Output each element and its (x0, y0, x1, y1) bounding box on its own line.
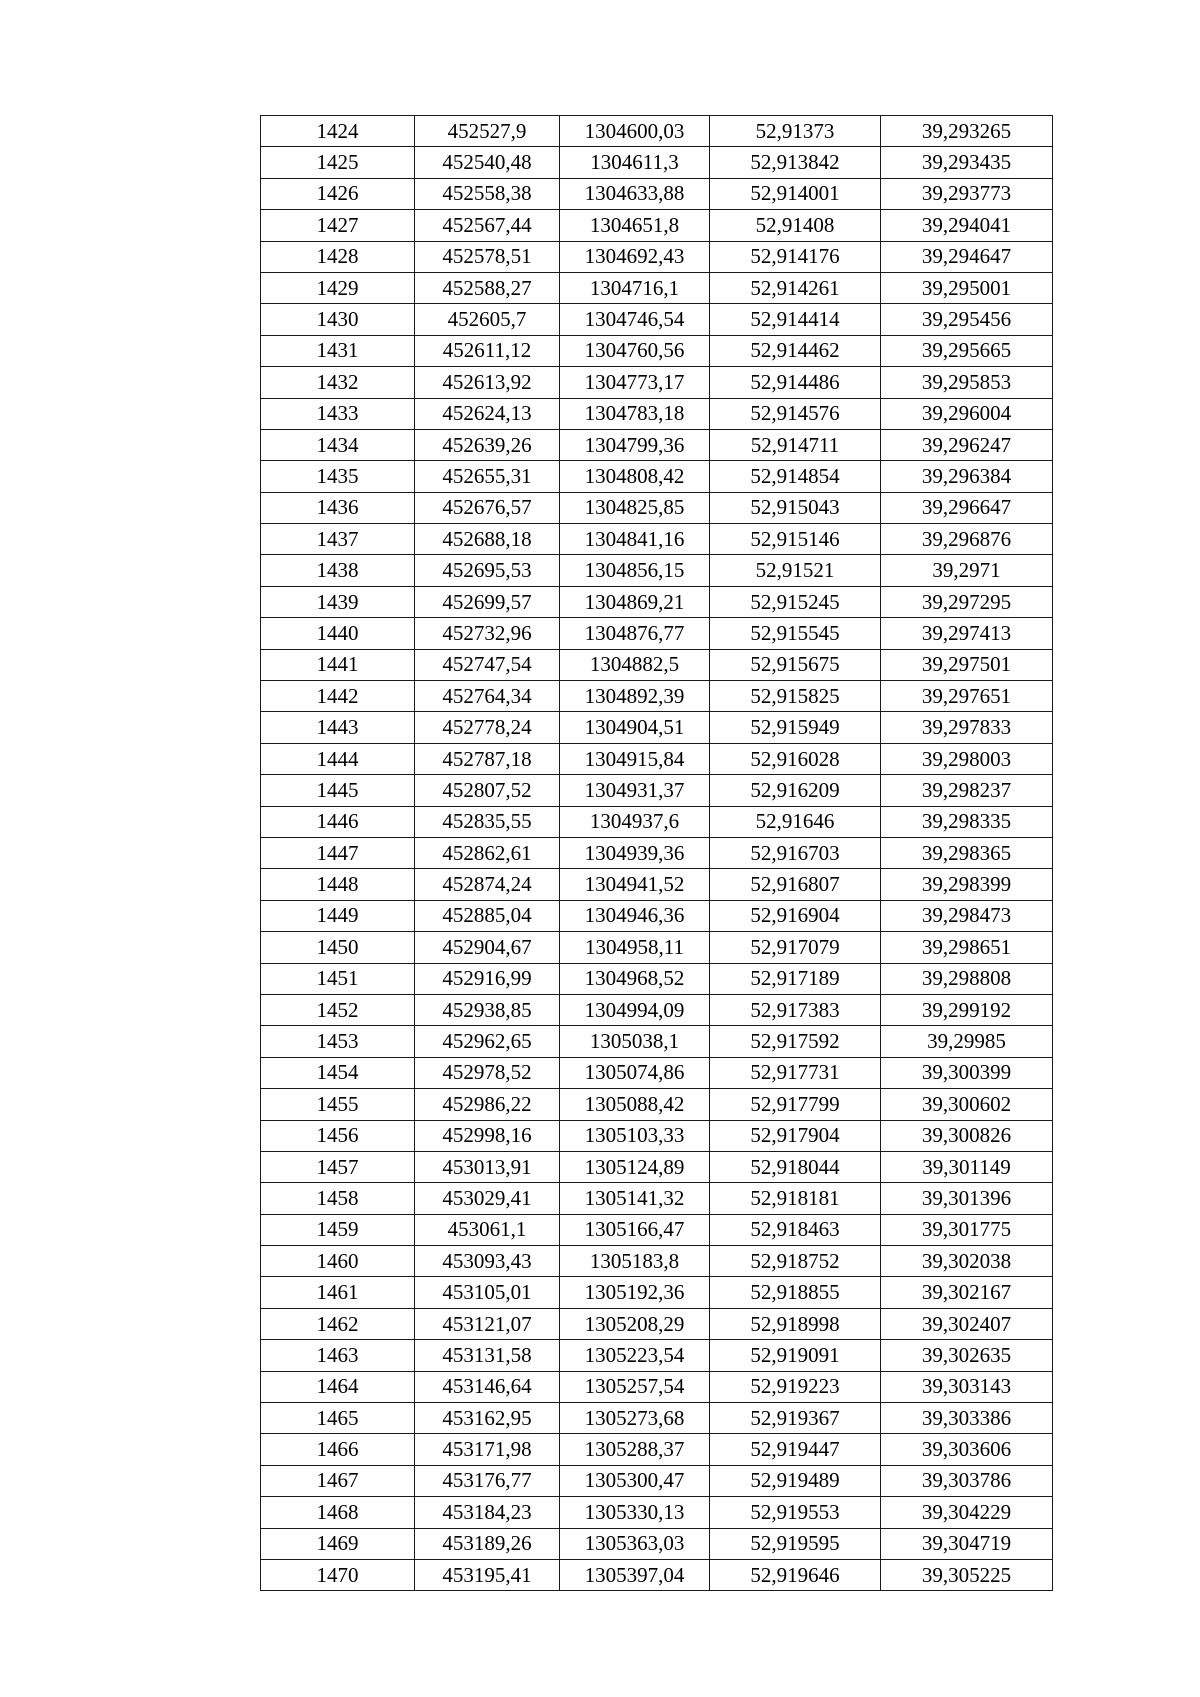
y-coordinate-cell: 1304856,15 (560, 555, 710, 586)
x-coordinate-cell: 453029,41 (415, 1183, 560, 1214)
longitude-cell: 39,294647 (881, 241, 1053, 272)
y-coordinate-cell: 1305300,47 (560, 1465, 710, 1496)
y-coordinate-cell: 1304958,11 (560, 932, 710, 963)
latitude-cell: 52,918181 (710, 1183, 881, 1214)
y-coordinate-cell: 1304746,54 (560, 304, 710, 335)
point-number-cell: 1443 (261, 712, 415, 743)
table-row (261, 837, 1053, 868)
y-coordinate-cell: 1304876,77 (560, 618, 710, 649)
y-coordinate-cell: 1305192,36 (560, 1277, 710, 1308)
longitude-cell: 39,304719 (881, 1528, 1053, 1559)
longitude-cell: 39,300602 (881, 1089, 1053, 1120)
latitude-cell: 52,918998 (710, 1308, 881, 1339)
latitude-cell: 52,914261 (710, 272, 881, 303)
point-number-cell: 1445 (261, 775, 415, 806)
longitude-cell: 39,29985 (881, 1026, 1053, 1057)
longitude-cell: 39,304229 (881, 1497, 1053, 1528)
latitude-cell: 52,917904 (710, 1120, 881, 1151)
longitude-cell: 39,296004 (881, 398, 1053, 429)
x-coordinate-cell: 452639,26 (415, 429, 560, 460)
longitude-cell: 39,301396 (881, 1183, 1053, 1214)
longitude-cell: 39,298651 (881, 932, 1053, 963)
y-coordinate-cell: 1305074,86 (560, 1057, 710, 1088)
y-coordinate-cell: 1305257,54 (560, 1371, 710, 1402)
latitude-cell: 52,918463 (710, 1214, 881, 1245)
latitude-cell: 52,91646 (710, 806, 881, 837)
x-coordinate-cell: 453121,07 (415, 1308, 560, 1339)
x-coordinate-cell: 452527,9 (415, 116, 560, 147)
y-coordinate-cell: 1304716,1 (560, 272, 710, 303)
longitude-cell: 39,298365 (881, 837, 1053, 868)
point-number-cell: 1426 (261, 178, 415, 209)
y-coordinate-cell: 1304808,42 (560, 461, 710, 492)
x-coordinate-cell: 452778,24 (415, 712, 560, 743)
latitude-cell: 52,914176 (710, 241, 881, 272)
point-number-cell: 1466 (261, 1434, 415, 1465)
y-coordinate-cell: 1304941,52 (560, 869, 710, 900)
y-coordinate-cell: 1304904,51 (560, 712, 710, 743)
point-number-cell: 1431 (261, 335, 415, 366)
table-row (261, 994, 1053, 1025)
longitude-cell: 39,303786 (881, 1465, 1053, 1496)
latitude-cell: 52,916209 (710, 775, 881, 806)
table-row (261, 869, 1053, 900)
table-row (261, 210, 1053, 241)
table-row (261, 1120, 1053, 1151)
y-coordinate-cell: 1304825,85 (560, 492, 710, 523)
x-coordinate-cell: 452588,27 (415, 272, 560, 303)
table-row (261, 618, 1053, 649)
latitude-cell: 52,917592 (710, 1026, 881, 1057)
latitude-cell: 52,915043 (710, 492, 881, 523)
x-coordinate-cell: 452835,55 (415, 806, 560, 837)
y-coordinate-cell: 1304939,36 (560, 837, 710, 868)
longitude-cell: 39,298335 (881, 806, 1053, 837)
x-coordinate-cell: 452611,12 (415, 335, 560, 366)
y-coordinate-cell: 1305103,33 (560, 1120, 710, 1151)
table-row (261, 1528, 1053, 1559)
latitude-cell: 52,91521 (710, 555, 881, 586)
point-number-cell: 1441 (261, 649, 415, 680)
point-number-cell: 1447 (261, 837, 415, 868)
x-coordinate-cell: 452699,57 (415, 586, 560, 617)
point-number-cell: 1444 (261, 743, 415, 774)
longitude-cell: 39,301149 (881, 1151, 1053, 1182)
point-number-cell: 1450 (261, 932, 415, 963)
table-row (261, 1026, 1053, 1057)
x-coordinate-cell: 452787,18 (415, 743, 560, 774)
point-number-cell: 1464 (261, 1371, 415, 1402)
point-number-cell: 1437 (261, 524, 415, 555)
point-number-cell: 1425 (261, 147, 415, 178)
latitude-cell: 52,918752 (710, 1246, 881, 1277)
longitude-cell: 39,302167 (881, 1277, 1053, 1308)
table-row (261, 1434, 1053, 1465)
point-number-cell: 1454 (261, 1057, 415, 1088)
latitude-cell: 52,91373 (710, 116, 881, 147)
longitude-cell: 39,297295 (881, 586, 1053, 617)
point-number-cell: 1439 (261, 586, 415, 617)
table-row (261, 304, 1053, 335)
latitude-cell: 52,917383 (710, 994, 881, 1025)
y-coordinate-cell: 1304633,88 (560, 178, 710, 209)
longitude-cell: 39,297651 (881, 681, 1053, 712)
latitude-cell: 52,914486 (710, 367, 881, 398)
longitude-cell: 39,295456 (881, 304, 1053, 335)
table-row (261, 1151, 1053, 1182)
y-coordinate-cell: 1304915,84 (560, 743, 710, 774)
y-coordinate-cell: 1305273,68 (560, 1403, 710, 1434)
longitude-cell: 39,302038 (881, 1246, 1053, 1277)
table-row (261, 775, 1053, 806)
point-number-cell: 1429 (261, 272, 415, 303)
point-number-cell: 1449 (261, 900, 415, 931)
latitude-cell: 52,915146 (710, 524, 881, 555)
x-coordinate-cell: 453162,95 (415, 1403, 560, 1434)
y-coordinate-cell: 1304611,3 (560, 147, 710, 178)
table-row (261, 712, 1053, 743)
point-number-cell: 1448 (261, 869, 415, 900)
x-coordinate-cell: 452655,31 (415, 461, 560, 492)
latitude-cell: 52,914711 (710, 429, 881, 460)
table-row (261, 272, 1053, 303)
longitude-cell: 39,297413 (881, 618, 1053, 649)
table-row (261, 1340, 1053, 1371)
latitude-cell: 52,916904 (710, 900, 881, 931)
point-number-cell: 1460 (261, 1246, 415, 1277)
y-coordinate-cell: 1304946,36 (560, 900, 710, 931)
longitude-cell: 39,297833 (881, 712, 1053, 743)
y-coordinate-cell: 1305208,29 (560, 1308, 710, 1339)
y-coordinate-cell: 1304692,43 (560, 241, 710, 272)
coordinates-table-body (261, 116, 1053, 1591)
x-coordinate-cell: 452998,16 (415, 1120, 560, 1151)
table-row (261, 1559, 1053, 1590)
latitude-cell: 52,916807 (710, 869, 881, 900)
latitude-cell: 52,917799 (710, 1089, 881, 1120)
latitude-cell: 52,918044 (710, 1151, 881, 1182)
longitude-cell: 39,299192 (881, 994, 1053, 1025)
point-number-cell: 1427 (261, 210, 415, 241)
point-number-cell: 1433 (261, 398, 415, 429)
point-number-cell: 1424 (261, 116, 415, 147)
longitude-cell: 39,296384 (881, 461, 1053, 492)
point-number-cell: 1461 (261, 1277, 415, 1308)
point-number-cell: 1456 (261, 1120, 415, 1151)
x-coordinate-cell: 452916,99 (415, 963, 560, 994)
y-coordinate-cell: 1304931,37 (560, 775, 710, 806)
y-coordinate-cell: 1304600,03 (560, 116, 710, 147)
point-number-cell: 1462 (261, 1308, 415, 1339)
table-row (261, 1089, 1053, 1120)
point-number-cell: 1436 (261, 492, 415, 523)
longitude-cell: 39,295853 (881, 367, 1053, 398)
table-row (261, 681, 1053, 712)
y-coordinate-cell: 1305124,89 (560, 1151, 710, 1182)
longitude-cell: 39,298399 (881, 869, 1053, 900)
longitude-cell: 39,303143 (881, 1371, 1053, 1402)
longitude-cell: 39,294041 (881, 210, 1053, 241)
y-coordinate-cell: 1305183,8 (560, 1246, 710, 1277)
latitude-cell: 52,916028 (710, 743, 881, 774)
table-row (261, 555, 1053, 586)
latitude-cell: 52,915245 (710, 586, 881, 617)
y-coordinate-cell: 1304892,39 (560, 681, 710, 712)
table-row (261, 900, 1053, 931)
y-coordinate-cell: 1305166,47 (560, 1214, 710, 1245)
x-coordinate-cell: 452605,7 (415, 304, 560, 335)
table-row (261, 335, 1053, 366)
x-coordinate-cell: 453171,98 (415, 1434, 560, 1465)
x-coordinate-cell: 452885,04 (415, 900, 560, 931)
latitude-cell: 52,913842 (710, 147, 881, 178)
latitude-cell: 52,919553 (710, 1497, 881, 1528)
point-number-cell: 1465 (261, 1403, 415, 1434)
point-number-cell: 1438 (261, 555, 415, 586)
table-row (261, 1497, 1053, 1528)
longitude-cell: 39,300399 (881, 1057, 1053, 1088)
x-coordinate-cell: 452764,34 (415, 681, 560, 712)
longitude-cell: 39,296876 (881, 524, 1053, 555)
point-number-cell: 1457 (261, 1151, 415, 1182)
x-coordinate-cell: 453013,91 (415, 1151, 560, 1182)
longitude-cell: 39,300826 (881, 1120, 1053, 1151)
point-number-cell: 1446 (261, 806, 415, 837)
x-coordinate-cell: 452807,52 (415, 775, 560, 806)
y-coordinate-cell: 1304760,56 (560, 335, 710, 366)
longitude-cell: 39,301775 (881, 1214, 1053, 1245)
point-number-cell: 1470 (261, 1559, 415, 1590)
y-coordinate-cell: 1305397,04 (560, 1559, 710, 1590)
x-coordinate-cell: 452695,53 (415, 555, 560, 586)
latitude-cell: 52,919447 (710, 1434, 881, 1465)
x-coordinate-cell: 453195,41 (415, 1559, 560, 1590)
x-coordinate-cell: 452578,51 (415, 241, 560, 272)
x-coordinate-cell: 453184,23 (415, 1497, 560, 1528)
longitude-cell: 39,295001 (881, 272, 1053, 303)
latitude-cell: 52,917189 (710, 963, 881, 994)
longitude-cell: 39,303606 (881, 1434, 1053, 1465)
latitude-cell: 52,919223 (710, 1371, 881, 1402)
x-coordinate-cell: 453093,43 (415, 1246, 560, 1277)
point-number-cell: 1435 (261, 461, 415, 492)
longitude-cell: 39,302635 (881, 1340, 1053, 1371)
x-coordinate-cell: 452986,22 (415, 1089, 560, 1120)
longitude-cell: 39,302407 (881, 1308, 1053, 1339)
longitude-cell: 39,298237 (881, 775, 1053, 806)
y-coordinate-cell: 1304968,52 (560, 963, 710, 994)
longitude-cell: 39,295665 (881, 335, 1053, 366)
point-number-cell: 1463 (261, 1340, 415, 1371)
longitude-cell: 39,293265 (881, 116, 1053, 147)
x-coordinate-cell: 453061,1 (415, 1214, 560, 1245)
point-number-cell: 1428 (261, 241, 415, 272)
latitude-cell: 52,91408 (710, 210, 881, 241)
y-coordinate-cell: 1304994,09 (560, 994, 710, 1025)
table-row (261, 1183, 1053, 1214)
latitude-cell: 52,914576 (710, 398, 881, 429)
longitude-cell: 39,305225 (881, 1559, 1053, 1590)
table-row (261, 586, 1053, 617)
table-row (261, 1403, 1053, 1434)
latitude-cell: 52,914414 (710, 304, 881, 335)
y-coordinate-cell: 1305223,54 (560, 1340, 710, 1371)
point-number-cell: 1458 (261, 1183, 415, 1214)
longitude-cell: 39,298003 (881, 743, 1053, 774)
longitude-cell: 39,293435 (881, 147, 1053, 178)
x-coordinate-cell: 453131,58 (415, 1340, 560, 1371)
latitude-cell: 52,917079 (710, 932, 881, 963)
latitude-cell: 52,915545 (710, 618, 881, 649)
x-coordinate-cell: 452978,52 (415, 1057, 560, 1088)
point-number-cell: 1440 (261, 618, 415, 649)
y-coordinate-cell: 1305141,32 (560, 1183, 710, 1214)
point-number-cell: 1469 (261, 1528, 415, 1559)
latitude-cell: 52,917731 (710, 1057, 881, 1088)
latitude-cell: 52,914462 (710, 335, 881, 366)
table-row (261, 932, 1053, 963)
x-coordinate-cell: 452904,67 (415, 932, 560, 963)
x-coordinate-cell: 452862,61 (415, 837, 560, 868)
longitude-cell: 39,297501 (881, 649, 1053, 680)
y-coordinate-cell: 1304783,18 (560, 398, 710, 429)
x-coordinate-cell: 452676,57 (415, 492, 560, 523)
point-number-cell: 1452 (261, 994, 415, 1025)
longitude-cell: 39,298808 (881, 963, 1053, 994)
table-row (261, 398, 1053, 429)
x-coordinate-cell: 452567,44 (415, 210, 560, 241)
latitude-cell: 52,919489 (710, 1465, 881, 1496)
coordinates-table (260, 115, 1053, 1591)
point-number-cell: 1468 (261, 1497, 415, 1528)
longitude-cell: 39,296247 (881, 429, 1053, 460)
table-row (261, 492, 1053, 523)
latitude-cell: 52,919646 (710, 1559, 881, 1590)
y-coordinate-cell: 1304882,5 (560, 649, 710, 680)
y-coordinate-cell: 1305038,1 (560, 1026, 710, 1057)
table-row (261, 1214, 1053, 1245)
point-number-cell: 1451 (261, 963, 415, 994)
table-row (261, 963, 1053, 994)
latitude-cell: 52,915825 (710, 681, 881, 712)
table-row (261, 649, 1053, 680)
y-coordinate-cell: 1304937,6 (560, 806, 710, 837)
longitude-cell: 39,2971 (881, 555, 1053, 586)
latitude-cell: 52,915675 (710, 649, 881, 680)
table-row (261, 1371, 1053, 1402)
y-coordinate-cell: 1304799,36 (560, 429, 710, 460)
table-row (261, 1277, 1053, 1308)
table-row (261, 367, 1053, 398)
x-coordinate-cell: 452874,24 (415, 869, 560, 900)
y-coordinate-cell: 1305363,03 (560, 1528, 710, 1559)
point-number-cell: 1453 (261, 1026, 415, 1057)
longitude-cell: 39,303386 (881, 1403, 1053, 1434)
table-row (261, 1308, 1053, 1339)
y-coordinate-cell: 1304773,17 (560, 367, 710, 398)
x-coordinate-cell: 452613,92 (415, 367, 560, 398)
point-number-cell: 1455 (261, 1089, 415, 1120)
x-coordinate-cell: 452624,13 (415, 398, 560, 429)
x-coordinate-cell: 452732,96 (415, 618, 560, 649)
x-coordinate-cell: 453146,64 (415, 1371, 560, 1402)
y-coordinate-cell: 1304841,16 (560, 524, 710, 555)
table-row (261, 743, 1053, 774)
y-coordinate-cell: 1304869,21 (560, 586, 710, 617)
table-row (261, 116, 1053, 147)
y-coordinate-cell: 1305088,42 (560, 1089, 710, 1120)
table-row (261, 429, 1053, 460)
x-coordinate-cell: 453105,01 (415, 1277, 560, 1308)
table-row (261, 1465, 1053, 1496)
latitude-cell: 52,919367 (710, 1403, 881, 1434)
latitude-cell: 52,918855 (710, 1277, 881, 1308)
table-row (261, 806, 1053, 837)
y-coordinate-cell: 1305330,13 (560, 1497, 710, 1528)
latitude-cell: 52,915949 (710, 712, 881, 743)
table-row (261, 524, 1053, 555)
latitude-cell: 52,914001 (710, 178, 881, 209)
point-number-cell: 1467 (261, 1465, 415, 1496)
table-row (261, 178, 1053, 209)
longitude-cell: 39,296647 (881, 492, 1053, 523)
x-coordinate-cell: 453189,26 (415, 1528, 560, 1559)
table-row (261, 461, 1053, 492)
x-coordinate-cell: 452938,85 (415, 994, 560, 1025)
table-row (261, 1057, 1053, 1088)
x-coordinate-cell: 452688,18 (415, 524, 560, 555)
point-number-cell: 1442 (261, 681, 415, 712)
x-coordinate-cell: 452540,48 (415, 147, 560, 178)
x-coordinate-cell: 452962,65 (415, 1026, 560, 1057)
point-number-cell: 1459 (261, 1214, 415, 1245)
point-number-cell: 1434 (261, 429, 415, 460)
latitude-cell: 52,914854 (710, 461, 881, 492)
longitude-cell: 39,293773 (881, 178, 1053, 209)
y-coordinate-cell: 1304651,8 (560, 210, 710, 241)
longitude-cell: 39,298473 (881, 900, 1053, 931)
table-row (261, 147, 1053, 178)
point-number-cell: 1430 (261, 304, 415, 335)
y-coordinate-cell: 1305288,37 (560, 1434, 710, 1465)
latitude-cell: 52,919595 (710, 1528, 881, 1559)
latitude-cell: 52,919091 (710, 1340, 881, 1371)
x-coordinate-cell: 453176,77 (415, 1465, 560, 1496)
x-coordinate-cell: 452747,54 (415, 649, 560, 680)
latitude-cell: 52,916703 (710, 837, 881, 868)
x-coordinate-cell: 452558,38 (415, 178, 560, 209)
table-row (261, 1246, 1053, 1277)
point-number-cell: 1432 (261, 367, 415, 398)
table-row (261, 241, 1053, 272)
